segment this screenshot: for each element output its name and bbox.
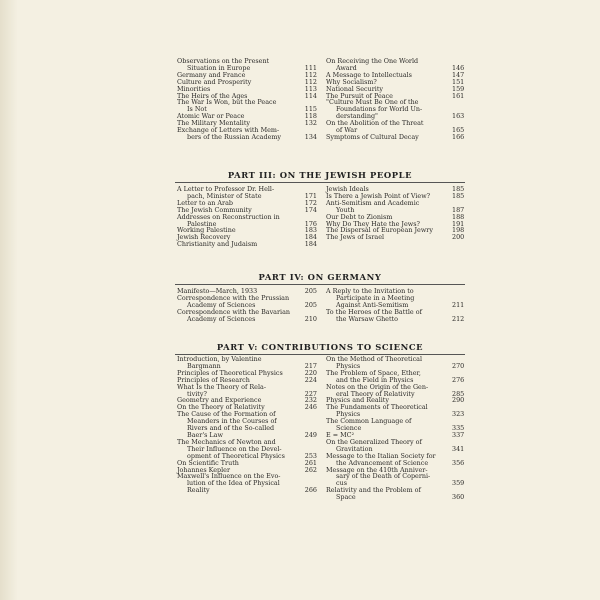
toc-entry-line: Geometry and Experience — [177, 396, 262, 405]
toc-entry-line: The Dispersal of European Jewry — [326, 226, 433, 235]
toc-entry-line: of War — [336, 126, 358, 135]
toc-page-number: 211 — [452, 300, 465, 309]
toc-page-number: 276 — [452, 375, 465, 384]
toc-entry-line: The Mechanics of Newton and — [177, 437, 276, 446]
toc-entry-line: Manifesto—March, 1933 — [177, 287, 258, 295]
toc-entry-line: sary of the Death of Coperni- — [336, 472, 431, 481]
toc-entry-line: Is There a Jewish Point of View? — [326, 191, 431, 200]
toc-entry-line: The Jews of Israel — [326, 233, 385, 242]
toc-page-number: 147 — [452, 70, 465, 79]
toc-entry-title — [326, 309, 442, 323]
toc-entry-line: Youth — [336, 205, 355, 214]
toc-entry-line: Rivers and of the So-called — [187, 424, 275, 433]
toc-entry-line: Foundations for World Un- — [336, 105, 423, 114]
toc-entry-line: pach, Minister of State — [187, 191, 262, 200]
toc-page-number: 111 — [304, 63, 317, 72]
toc-entry-line: cus — [336, 479, 347, 488]
toc-entry-line: Observations on the Present — [177, 57, 270, 65]
toc-page-number: 262 — [304, 465, 317, 474]
toc-entry — [326, 404, 464, 418]
toc-entry-line: Principles of Research — [177, 375, 250, 384]
toc-entry-line: eral Theory of Relativity — [336, 389, 415, 398]
toc-entry-title — [177, 295, 295, 309]
part-heading-jewish-people: PART III: ON THE JEWISH PEOPLE — [227, 170, 413, 180]
toc-entry — [177, 127, 317, 141]
heading-rule — [175, 284, 465, 285]
toc-page-number: 210 — [304, 314, 317, 323]
toc-entry-line: Relativity and the Problem of — [326, 486, 421, 495]
toc-entry-line: The Pursuit of Peace — [326, 91, 393, 100]
toc-entry-line: Meanders in the Courses of — [187, 417, 277, 426]
toc-entry-line: Correspondence with the Bavarian — [177, 307, 291, 316]
toc-entry-title — [326, 234, 442, 241]
toc-entry-line: "Culture Must Be One of the — [326, 98, 419, 107]
toc-entry-title — [177, 356, 295, 370]
toc-page-number: 112 — [304, 70, 317, 79]
toc-page-number: 212 — [452, 314, 465, 323]
toc-entry-title — [326, 439, 442, 453]
toc-entry-line: Notes on the Origin of the Gen- — [326, 382, 429, 391]
toc-page-number: 335 — [452, 424, 465, 433]
toc-page-number: 185 — [452, 185, 465, 193]
toc-page-number: 227 — [304, 389, 317, 398]
toc-page-number: 200 — [452, 233, 465, 242]
toc-entry-line: Germany and France — [177, 70, 246, 79]
toc-entry-line: Jewish Recovery — [177, 233, 231, 242]
toc-entry-line: Award — [336, 63, 357, 72]
toc-entry-line: Bargmann — [187, 361, 221, 370]
toc-entry-line: The War Is Won, but the Peace — [177, 98, 277, 107]
heading-rule — [175, 182, 465, 183]
toc-column-right-s1 — [326, 58, 464, 141]
toc-page-number: 266 — [304, 486, 317, 495]
toc-page-number: 183 — [304, 226, 317, 235]
toc-entry — [177, 356, 317, 370]
toc-page-number: 115 — [304, 105, 317, 114]
toc-entry — [177, 473, 317, 494]
toc-entry-line: On the Theory of Relativity — [177, 403, 265, 412]
toc-entry — [326, 58, 464, 72]
toc-page-number: 220 — [304, 368, 317, 377]
toc-entry-line: Our Debt to Zionism — [326, 212, 393, 221]
toc-entry-line: Message on the 410th Anniver- — [326, 465, 428, 474]
toc-entry-line: A Reply to the Invitation to — [326, 287, 414, 295]
toc-entry — [326, 370, 464, 384]
toc-entry-title — [177, 473, 295, 494]
toc-page-number: 184 — [304, 233, 317, 242]
toc-entry — [326, 418, 464, 432]
toc-entry-title — [177, 58, 295, 72]
part-heading-science: PART V: CONTRIBUTIONS TO SCIENCE — [216, 342, 424, 352]
toc-entry-title — [326, 120, 442, 134]
toc-entry-line: Message to the Italian Society for — [326, 451, 436, 460]
toc-entry-line: The Common Language of — [326, 417, 412, 426]
toc-entry-line: The Heirs of the Ages — [177, 91, 248, 100]
toc-entry-line: Culture and Prosperity — [177, 77, 252, 86]
toc-page-number: 188 — [452, 212, 465, 221]
toc-entry-line: Anti-Semitism and Academic — [326, 198, 420, 207]
toc-entry-line: Introduction, by Valentine — [177, 355, 262, 363]
toc-entry-line: Space — [336, 493, 356, 502]
toc-entry-title — [326, 418, 442, 432]
toc-page-number: 270 — [452, 361, 465, 370]
toc-entry — [177, 309, 317, 323]
toc-entry-line: The Military Mentality — [177, 119, 251, 128]
toc-entry-line: What Is the Theory of Rela- — [177, 382, 266, 391]
toc-column-left-s4 — [177, 356, 317, 494]
toc-entry-title — [326, 487, 442, 501]
toc-entry-line: On the Abolition of the Threat — [326, 119, 424, 128]
toc-entry-title — [177, 127, 295, 141]
toc-entry-line: The Cause of the Formation of — [177, 410, 276, 419]
toc-page-number: 360 — [452, 493, 465, 502]
toc-entry-title — [326, 453, 442, 467]
toc-entry — [326, 439, 464, 453]
toc-entry — [326, 487, 464, 501]
toc-page-number: 249 — [304, 430, 317, 439]
toc-entry — [177, 384, 317, 398]
toc-entry-title — [326, 370, 442, 384]
toc-page-number: 205 — [304, 287, 317, 295]
toc-entry-line: Johannes Kepler — [177, 465, 231, 474]
toc-entry-line: Science — [336, 424, 362, 433]
toc-page-number: 159 — [452, 84, 465, 93]
toc-page-number: 132 — [304, 119, 317, 128]
toc-entry — [326, 99, 464, 120]
toc-page-number: 187 — [452, 205, 465, 214]
toc-entry-line: Principles of Theoretical Physics — [177, 368, 283, 377]
toc-entry-line: tivity? — [187, 389, 207, 398]
toc-entry-line: Atomic War or Peace — [177, 112, 245, 121]
toc-page-number: 172 — [304, 198, 317, 207]
toc-entry-line: To the Heroes of the Battle of — [326, 307, 422, 316]
toc-entry — [326, 309, 464, 323]
toc-entry-line: Jewish Ideals — [326, 185, 369, 193]
toc-entry-title — [326, 134, 442, 141]
toc-entry-line: Physics — [336, 361, 361, 370]
toc-page-number: 146 — [452, 63, 465, 72]
toc-entry-line: A Letter to Professor Dr. Hell- — [177, 185, 275, 193]
toc-entry-title — [177, 214, 295, 228]
toc-entry — [177, 186, 317, 200]
toc-entry-title — [326, 288, 442, 309]
toc-entry-line: the Warsaw Ghetto — [336, 314, 398, 323]
toc-page-number: 261 — [304, 458, 317, 467]
toc-entry — [326, 288, 464, 309]
toc-entry-line: Why Do They Hate the Jews? — [326, 219, 420, 228]
toc-entry — [177, 241, 317, 248]
toc-page-number: 174 — [304, 205, 317, 214]
toc-entry-title — [177, 411, 295, 439]
toc-page-number: 134 — [304, 132, 317, 141]
toc-entry — [177, 58, 317, 72]
toc-entry-line: Working Palestine — [177, 226, 236, 235]
page-shadow — [0, 0, 18, 600]
toc-column-left-s2 — [177, 186, 317, 248]
toc-entry-line: Why Socialism? — [326, 77, 377, 86]
toc-entry — [177, 99, 317, 113]
toc-entry — [326, 384, 464, 398]
toc-page-number: 118 — [304, 112, 317, 121]
toc-page-number: 253 — [304, 451, 317, 460]
toc-entry-line: On Receiving the One World — [326, 57, 419, 65]
toc-entry-line: Maxwell's Influence on the Evo- — [177, 472, 281, 481]
toc-entry-title — [177, 241, 295, 248]
toc-entry-line: derstanding" — [336, 112, 378, 121]
toc-page-number: 185 — [452, 191, 465, 200]
toc-entry-title — [177, 309, 295, 323]
toc-entry-title — [326, 356, 442, 370]
toc-entry-line: Reality — [187, 486, 210, 495]
toc-page-number: 112 — [304, 77, 317, 86]
toc-entry-line: Addresses on Reconstruction in — [177, 212, 280, 221]
toc-entry-line: Baer's Law — [187, 430, 223, 439]
toc-column-right-s3 — [326, 288, 464, 323]
toc-entry — [177, 439, 317, 460]
toc-entry-line: E = MC² — [326, 430, 355, 439]
toc-column-right-s2 — [326, 186, 464, 241]
toc-entry-line: bers of the Russian Academy — [187, 132, 282, 141]
toc-entry-title — [177, 439, 295, 460]
toc-entry-title — [177, 384, 295, 398]
toc-entry-line: On Scientific Truth — [177, 458, 239, 467]
toc-entry-title — [326, 58, 442, 72]
toc-entry-line: Minorities — [177, 84, 211, 93]
toc-entry — [326, 234, 464, 241]
toc-page-number: 359 — [452, 479, 465, 488]
toc-entry — [326, 356, 464, 370]
toc-entry-line: Academy of Sciences — [187, 300, 256, 309]
toc-entry-line: National Security — [326, 84, 383, 93]
toc-entry-line: lution of the Idea of Physical — [187, 479, 280, 488]
toc-entry-line: The Fundaments of Theoretical — [326, 403, 428, 412]
toc-entry-line: the Advancement of Science — [336, 458, 429, 467]
toc-entry-title — [177, 186, 295, 200]
toc-entry-line: Letter to an Arab — [177, 198, 234, 207]
toc-page-number: 166 — [452, 132, 465, 141]
toc-entry-title — [177, 99, 295, 113]
toc-page-number: 163 — [452, 112, 465, 121]
toc-page-number: 323 — [452, 410, 465, 419]
toc-entry-line: Participate in a Meeting — [336, 293, 415, 302]
toc-page-number: 171 — [304, 191, 317, 200]
toc-entry-line: The Jewish Community — [177, 205, 252, 214]
toc-entry-title — [326, 467, 442, 488]
toc-page-number: 285 — [452, 389, 465, 398]
toc-entry-line: Is Not — [187, 105, 207, 114]
toc-page-number: 161 — [452, 91, 465, 100]
toc-page-number: 356 — [452, 458, 465, 467]
toc-entry — [177, 411, 317, 439]
toc-page-number: 198 — [452, 226, 465, 235]
toc-entry-line: The Problem of Space, Ether, — [326, 368, 421, 377]
part-heading-germany: PART IV: ON GERMANY — [258, 272, 382, 282]
toc-entry-line: On the Generalized Theory of — [326, 437, 422, 446]
toc-entry-line: Symptoms of Cultural Decay — [326, 132, 419, 141]
toc-entry — [326, 134, 464, 141]
toc-entry-line: Christianity and Judaism — [177, 240, 258, 249]
toc-page-number: 113 — [304, 84, 317, 93]
toc-entry-line: Exchange of Letters with Mem- — [177, 126, 280, 135]
toc-entry-line: and the Field in Physics — [336, 375, 414, 384]
toc-entry-line: Correspondence with the Prussian — [177, 293, 290, 302]
toc-page-number: 184 — [304, 240, 317, 249]
toc-entry-title — [326, 99, 442, 120]
toc-entry-line: Physics — [336, 410, 361, 419]
toc-entry-line: Their Influence on the Devel- — [187, 444, 282, 453]
toc-page-number: 205 — [304, 300, 317, 309]
toc-entry — [326, 467, 464, 488]
toc-entry-title — [326, 404, 442, 418]
toc-page-number: 114 — [304, 91, 317, 100]
toc-entry-line: Gravitation — [336, 444, 373, 453]
toc-entry-title — [326, 200, 442, 214]
toc-entry-title — [326, 384, 442, 398]
toc-column-right-s4 — [326, 356, 464, 501]
toc-page-number: 224 — [304, 375, 317, 384]
toc-entry — [177, 295, 317, 309]
toc-page-number: 165 — [452, 126, 465, 135]
toc-page-number: 341 — [452, 444, 465, 453]
toc-entry-line: Academy of Sciences — [187, 314, 256, 323]
toc-entry-line: A Message to Intellectuals — [326, 70, 412, 79]
toc-page-number: 191 — [452, 219, 465, 228]
toc-page-number: 290 — [452, 396, 465, 405]
toc-page-number: 232 — [304, 396, 317, 405]
toc-page-number: 337 — [452, 430, 465, 439]
toc-page-number: 217 — [304, 361, 317, 370]
toc-entry — [177, 214, 317, 228]
toc-page-number: 176 — [304, 219, 317, 228]
toc-entry-line: Physics and Reality — [326, 396, 389, 405]
toc-entry-line: Situation in Europe — [187, 63, 251, 72]
toc-entry-line: Palestine — [187, 219, 217, 228]
toc-column-left-s1 — [177, 58, 317, 141]
toc-column-left-s3 — [177, 288, 317, 323]
toc-entry — [326, 200, 464, 214]
toc-page-number: 151 — [452, 77, 465, 86]
toc-entry — [326, 120, 464, 134]
toc-entry-line: On the Method of Theoretical — [326, 355, 422, 363]
toc-page-number: 246 — [304, 403, 317, 412]
toc-entry-line: opment of Theoretical Physics — [187, 451, 285, 460]
toc-entry-line: Against Anti-Semitism — [336, 300, 409, 309]
toc-entry — [326, 453, 464, 467]
